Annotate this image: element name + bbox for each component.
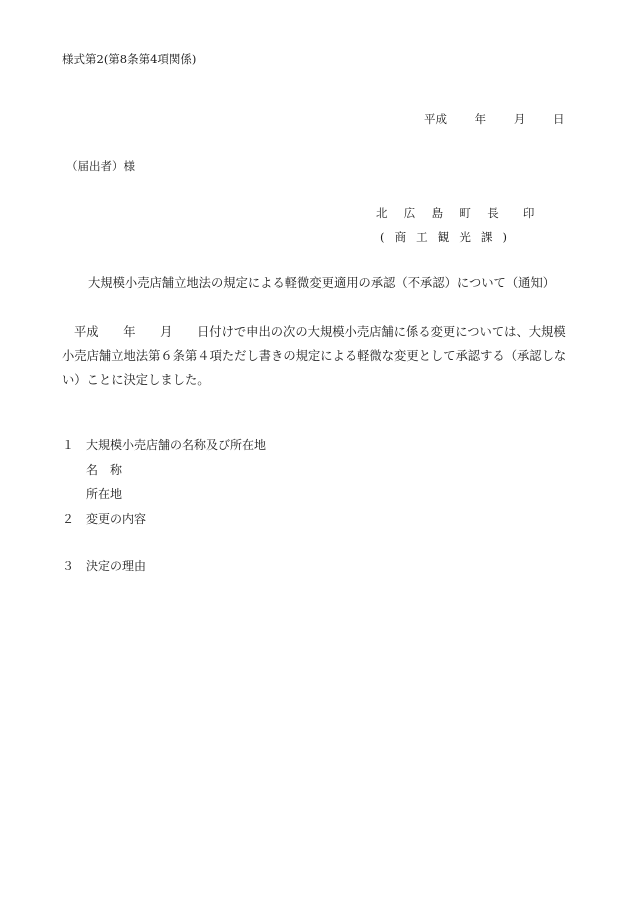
item-number: ３ (62, 559, 75, 573)
form-label: 様式第2(第8条第4項関係) (62, 52, 197, 66)
item-1-address (62, 486, 122, 502)
date-year: 年 (474, 112, 487, 126)
date-day: 日 (552, 112, 565, 126)
item-1 (62, 437, 266, 453)
item-label: 変更の内容 (86, 512, 147, 526)
item-2 (62, 511, 146, 527)
date-month: 月 (513, 112, 526, 126)
issuer: 北 広 島 町 長 印 (376, 206, 541, 220)
item-label: 決定の理由 (86, 559, 147, 573)
item-1-name (62, 462, 122, 478)
document-title: 大規模小売店舗立地法の規定による軽微変更適用の承認（不承認）について（通知） (88, 276, 556, 290)
body-paragraph: 平成 年 月 日付けで申出の次の大規模小売店舗に係る変更については、大規模小売店舗立地法第６条第４項ただし書きの規定による軽微な変更として承認する（承認しない）ことに決定しました。 (62, 325, 567, 387)
item-label: 大規模小売店舗の名称及び所在地 (86, 438, 267, 452)
addressee: （届出者）様 (66, 159, 135, 173)
date-era: 平成 (424, 112, 447, 126)
date-line (424, 111, 564, 127)
department: ( 商 工 観 光 課 ) (380, 230, 511, 244)
item-number: １ (62, 438, 75, 452)
item-label: 名 称 (86, 463, 123, 477)
item-label: 所在地 (86, 487, 123, 501)
item-3 (62, 558, 146, 574)
item-number: ２ (62, 512, 75, 526)
